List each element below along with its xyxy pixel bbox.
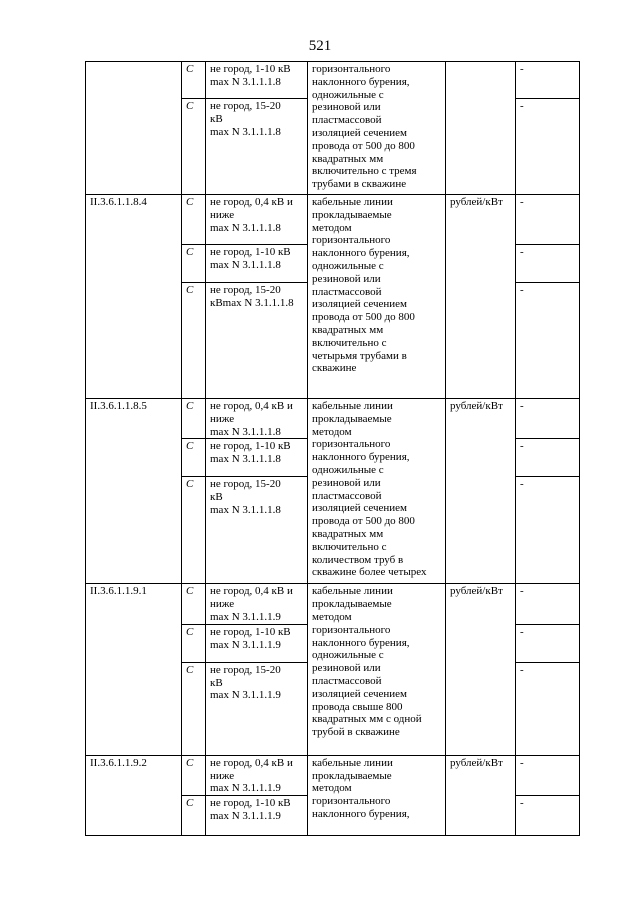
territory-cell: не город, 1-10 кВ max N 3.1.1.1.8 [206,62,308,99]
category-cell: С [182,624,206,662]
territory-cell: не город, 1-10 кВ max N 3.1.1.1.9 [206,796,308,836]
territory-cell: не город, 1-10 кВ max N 3.1.1.1.9 [206,624,308,662]
territory-cell: не город, 1-10 кВ max N 3.1.1.1.8 [206,439,308,477]
unit-cell: рублей/кВт [446,755,516,835]
category-cell: С [182,755,206,795]
unit-cell: рублей/кВт [446,584,516,755]
item-code-cell: II.3.6.1.1.8.5 [86,399,182,584]
description-cell: кабельные линии прокладываемые методом горизонтального наклонного бурения, одножильные с резиновой или пластмассовой изоляцией сечением провода от 500 до 800 квадратных мм включительно с количеством труб в скважине более четырех [308,399,446,584]
territory-cell: не город, 15-20 кВ max N 3.1.1.1.9 [206,662,308,755]
description-cell: кабельные линии прокладываемые методом горизонтального наклонного бурения, одножильные с резиновой или пластмассовой изоляцией сечением провода свыше 800 квадратных мм с одной трубой в скважине [308,584,446,755]
item-code-cell: II.3.6.1.1.8.4 [86,195,182,399]
category-cell: С [182,662,206,755]
unit-cell: рублей/кВт [446,195,516,399]
value-cell: - [516,796,580,836]
value-cell: - [516,439,580,477]
category-cell: С [182,62,206,99]
value-cell: - [516,195,580,245]
tariff-table [85,61,580,836]
territory-cell: не город, 1-10 кВ max N 3.1.1.1.8 [206,245,308,283]
value-cell: - [516,399,580,439]
category-cell: С [182,477,206,584]
category-cell: С [182,796,206,836]
value-cell: - [516,245,580,283]
table-row [86,584,580,624]
description-cell: горизонтального наклонного бурения, одножильные с резиновой или пластмассовой изоляцией сечением провода от 500 до 800 квадратных мм включительно с тремя трубами в скважине [308,62,446,195]
value-cell: - [516,584,580,624]
territory-cell: не город, 15-20 кВ max N 3.1.1.1.8 [206,99,308,195]
page-number: 521 [308,38,332,54]
category-cell: С [182,99,206,195]
territory-cell: не город, 0,4 кВ и ниже max N 3.1.1.1.9 [206,584,308,624]
unit-cell: рублей/кВт [446,399,516,584]
territory-cell: не город, 0,4 кВ и ниже max N 3.1.1.1.8 [206,399,308,439]
item-code-cell [86,62,182,195]
territory-cell: не город, 0,4 кВ и ниже max N 3.1.1.1.9 [206,755,308,795]
value-cell: - [516,662,580,755]
value-cell: - [516,755,580,795]
value-cell: - [516,99,580,195]
description-cell: кабельные линии прокладываемые методом горизонтального наклонного бурения, [308,755,446,835]
category-cell: С [182,245,206,283]
value-cell: - [516,624,580,662]
territory-cell: не город, 15-20 кВmax N 3.1.1.1.8 [206,283,308,399]
table-row [86,755,580,795]
table-row [86,62,580,99]
value-cell: - [516,62,580,99]
category-cell: С [182,584,206,624]
value-cell: - [516,283,580,399]
item-code-cell: II.3.6.1.1.9.2 [86,755,182,835]
unit-cell [446,62,516,195]
table-row [86,399,580,439]
item-code-cell: II.3.6.1.1.9.1 [86,584,182,755]
category-cell: С [182,399,206,439]
category-cell: С [182,195,206,245]
category-cell: С [182,283,206,399]
category-cell: С [182,439,206,477]
description-cell: кабельные линии прокладываемые методом горизонтального наклонного бурения, одножильные с резиновой или пластмассовой изоляцией сечением провода от 500 до 800 квадратных мм включительно с четырьмя трубами в скважине [308,195,446,399]
value-cell: - [516,477,580,584]
table-row [86,195,580,245]
territory-cell: не город, 15-20 кВ max N 3.1.1.1.8 [206,477,308,584]
territory-cell: не город, 0,4 кВ и ниже max N 3.1.1.1.8 [206,195,308,245]
